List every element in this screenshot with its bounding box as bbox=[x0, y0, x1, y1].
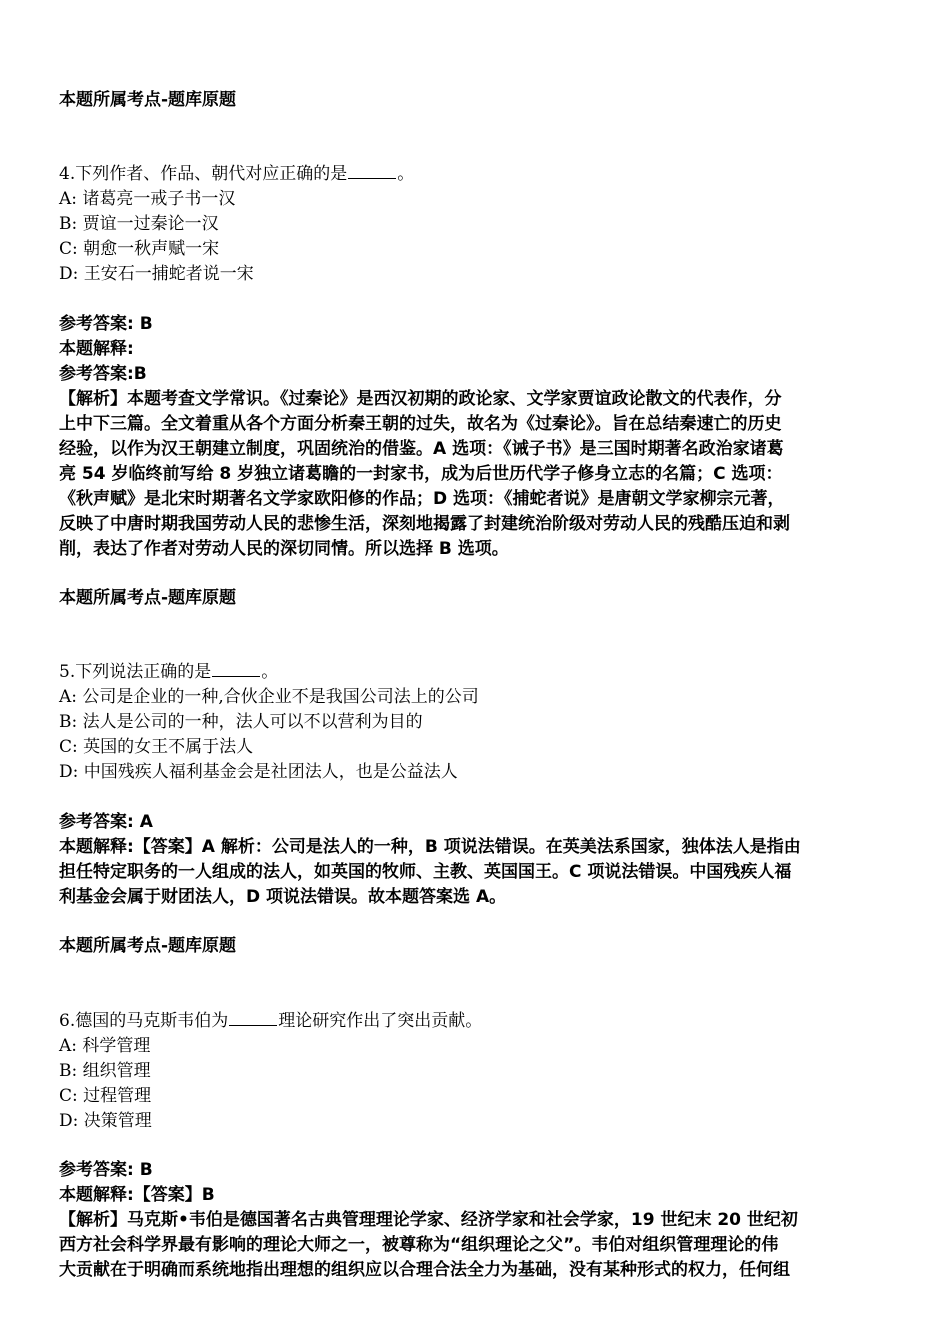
question-6-analysis-line: 【解析】马克斯•韦伯是德国著名古典管理理论学家、经济学家和社会学家，19 世纪末 20 世纪初 bbox=[59, 1210, 798, 1230]
question-4-stem bbox=[59, 162, 414, 186]
question-5-stem bbox=[59, 660, 278, 684]
question-4-analysis-line: 上中下三篇。全文着重从各个方面分析秦王朝的过失，故名为《过秦论》。旨在总结秦速亡的历史 bbox=[59, 414, 782, 434]
section-tag: 本题所属考点-题库原题 bbox=[59, 90, 237, 110]
question-6-stem-text: 6.德国的马克斯韦伯为 bbox=[59, 1011, 229, 1031]
question-6-explain: 本题解释:【答案】B bbox=[59, 1185, 215, 1205]
question-4-analysis-line: 经验，以作为汉王朝建立制度，巩固统治的借鉴。A 选项：《诫子书》是三国时期著名政治家诸葛 bbox=[59, 439, 784, 459]
section-tag: 本题所属考点-题库原题 bbox=[59, 936, 237, 956]
question-6-option-b: B: 组织管理 bbox=[59, 1061, 151, 1081]
question-4-analysis-line: 反映了中唐时期我国劳动人民的悲惨生活，深刻地揭露了封建统治阶级对劳动人民的残酷压迫和剥 bbox=[59, 514, 790, 534]
question-5-analysis-line: 利基金会属于财团法人，D 项说法错误。故本题答案选 A。 bbox=[59, 887, 507, 907]
question-5-analysis-line: 担任特定职务的一人组成的法人，如英国的牧师、主教、英国国王。C 项说法错误。中国残疾人福 bbox=[59, 862, 792, 882]
question-4-answer-repeat: 参考答案:B bbox=[59, 364, 147, 384]
question-5-stem-text: 5.下列说法正确的是 bbox=[59, 662, 212, 682]
question-5-option-b: B: 法人是公司的一种，法人可以不以营利为目的 bbox=[59, 712, 423, 732]
question-4-stem-end: 。 bbox=[397, 164, 415, 184]
question-6-stem bbox=[59, 1009, 482, 1033]
question-5-option-d: D: 中国残疾人福利基金会是社团法人，也是公益法人 bbox=[59, 762, 458, 782]
question-4-option-c: C: 朝愈一秋声赋一宋 bbox=[59, 239, 220, 259]
question-4-analysis-line: 《秋声赋》是北宋时期著名文学家欧阳修的作品；D 选项：《捕蛇者说》是唐朝文学家柳宗元著， bbox=[59, 489, 785, 509]
question-5-answer: 参考答案: A bbox=[59, 812, 153, 832]
question-6-option-d: D: 决策管理 bbox=[59, 1111, 152, 1131]
question-4-analysis-line: 【解析】本题考查文学常识。《过秦论》是西汉初期的政论家、文学家贾谊政论散文的代表作，分 bbox=[59, 389, 782, 409]
question-4-analysis-line: 削，表达了作者对劳动人民的深切同情。所以选择 B 选项。 bbox=[59, 539, 509, 559]
question-4-explain-label: 本题解释: bbox=[59, 339, 134, 359]
question-5-option-c: C: 英国的女王不属于法人 bbox=[59, 737, 254, 757]
question-6-analysis-line: 西方社会科学界最有影响的理论大师之一，被尊称为“组织理论之父”。韦伯对组织管理理论的伟 bbox=[59, 1235, 779, 1255]
question-6-option-a: A: 科学管理 bbox=[59, 1036, 151, 1056]
answer-blank bbox=[348, 164, 396, 179]
question-4-option-a: A: 诸葛亮一戒子书一汉 bbox=[59, 189, 236, 209]
question-5-option-a: A: 公司是企业的一种,合伙企业不是我国公司法上的公司 bbox=[59, 687, 479, 707]
question-5-stem-end: 。 bbox=[261, 662, 279, 682]
question-4-option-b: B: 贾谊一过秦论一汉 bbox=[59, 214, 219, 234]
question-4-answer: 参考答案: B bbox=[59, 314, 153, 334]
answer-blank bbox=[229, 1011, 277, 1026]
question-6-analysis-line: 大贡献在于明确而系统地指出理想的组织应以合理合法全力为基础，没有某种形式的权力，任何组 bbox=[59, 1260, 790, 1280]
question-4-analysis-line: 亮 54 岁临终前写给 8 岁独立诸葛瞻的一封家书，成为后世历代学子修身立志的名篇；C 选项： bbox=[59, 464, 783, 484]
question-6-stem-end: 理论研究作出了突出贡献。 bbox=[278, 1011, 483, 1031]
question-4-stem-text: 4.下列作者、作品、朝代对应正确的是 bbox=[59, 164, 348, 184]
question-5-analysis-line: 本题解释:【答案】A 解析：公司是法人的一种，B 项说法错误。在英美法系国家，独体法人是指由 bbox=[59, 837, 801, 857]
question-4-option-d: D: 王安石一捕蛇者说一宋 bbox=[59, 264, 254, 284]
question-6-option-c: C: 过程管理 bbox=[59, 1086, 152, 1106]
answer-blank bbox=[212, 662, 260, 677]
section-tag: 本题所属考点-题库原题 bbox=[59, 588, 237, 608]
question-6-answer: 参考答案: B bbox=[59, 1160, 153, 1180]
